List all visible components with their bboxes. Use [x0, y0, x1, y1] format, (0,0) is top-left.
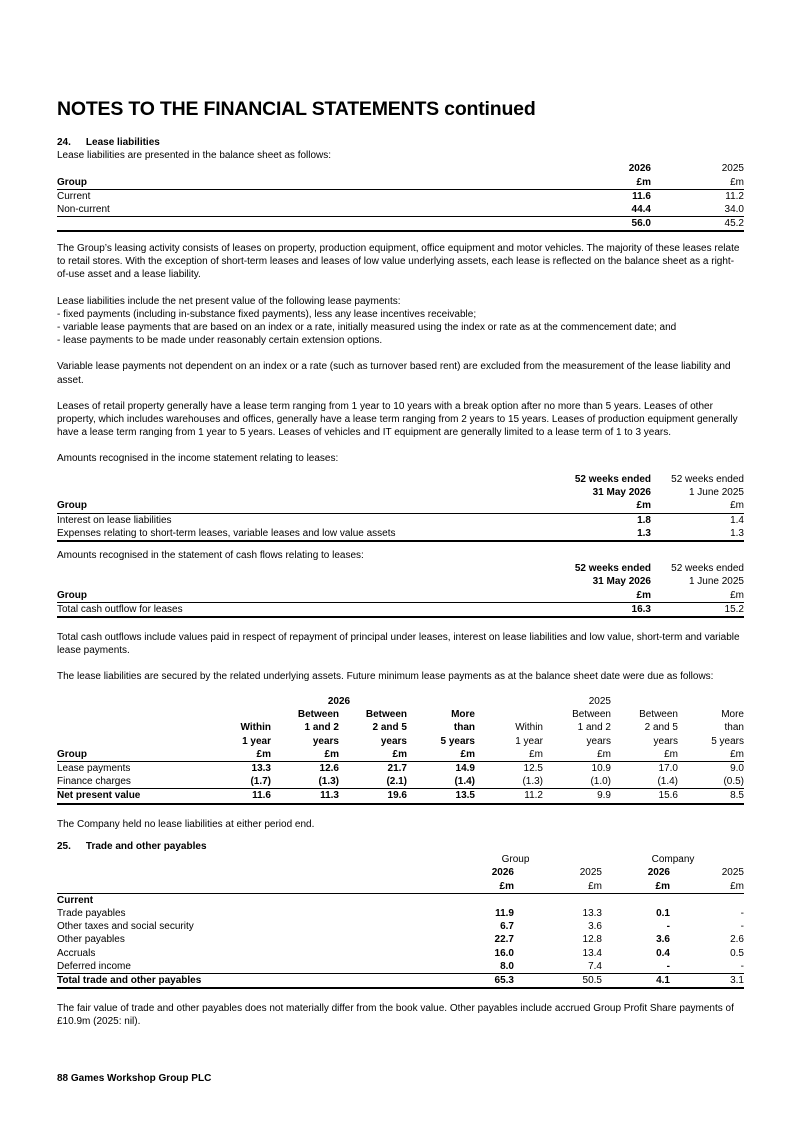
paragraph: Amounts recognised in the statement of cash flows relating to leases: — [57, 550, 364, 562]
paragraph: Variable lease payments not dependent on an index or a rate (such as turnover based rent) are excluded from the measurement of the lease liability and asset. — [57, 361, 731, 386]
table-row: Other payables 22.7 12.8 3.6 2.6 — [57, 934, 744, 946]
income-statement-section — [57, 473, 744, 684]
group-label: Group — [57, 176, 571, 190]
payables-table: Group Company 2026 2025 2026 2025 £m £m £m £m Current Trade payables 11.9 13.3 0.1 - Other taxes and social security 6.7 3.6 - - Other payables 22.7 12.8 3.6 2.6 Accruals 16.0 13.4 0.4 0.5 Deferred income 8.0 7.4 - - Total trade and other payables 65.3 50.5 4.1 3.1 — [57, 853, 744, 989]
table-row: Deferred income 8.0 7.4 - - — [57, 960, 744, 972]
paragraph: - fixed payments (including in-substance fixed payments), less any lease incentives receivable; — [57, 308, 477, 320]
maturity-section — [57, 695, 744, 831]
note-25-section — [57, 840, 744, 1029]
total-row: Net present value 11.6 11.3 19.6 13.5 11.2 9.9 15.6 8.5 — [57, 789, 744, 804]
table-row: Current 11.6 11.2 — [57, 190, 744, 202]
group-head: Group — [501, 854, 530, 866]
paragraph: Lease liabilities include the net present value of the following lease payments: — [57, 295, 401, 307]
paragraph: Amounts recognised in the income statement relating to leases: — [57, 453, 339, 465]
paragraph: Leases of retail property generally have a lease term ranging from 1 year to 10 years with a break option after no more than 5 years. Leases of other property, which includes warehouses and offices, generally have a lease term ranging from 2 years to 15 years. Leases of production equipment generally have a lease term ranging from 1 year to 5 years. Leases of vehicles and IT equipment are generally limited to a lease term of 1 to 3 years. — [57, 400, 738, 439]
unit: £m — [651, 176, 744, 190]
table-row: Lease payments 13.3 12.6 21.7 14.9 12.5 10.9 17.0 9.0 — [57, 763, 744, 775]
year-2026: 2026 — [628, 163, 651, 175]
table-row: Interest on lease liabilities 1.8 1.4 — [57, 514, 744, 526]
page-footer: 88 Games Workshop Group PLC — [57, 1073, 212, 1084]
note-title: Trade and other payables — [85, 841, 207, 852]
year-2025: 2025 — [721, 163, 744, 175]
note-title: Lease liabilities — [85, 137, 160, 148]
paragraph: Total cash outflows include values paid in respect of repayment of principal under leases, interest on lease liabilities and low value, short-term and variable lease payments. — [57, 632, 740, 657]
unit: £m — [571, 176, 651, 190]
year-2026: 2026 — [327, 696, 351, 707]
total-row: 56.0 45.2 — [57, 217, 744, 232]
note-number: 24. — [57, 137, 71, 148]
paragraph: The fair value of trade and other payables does not materially differ from the book value. Other payables include accrued Group Profit Share payments of £10.9m (2025: nil). — [57, 1003, 734, 1028]
lease-narrative — [57, 242, 744, 466]
paragraph: - variable lease payments that are based on an index or a rate, initially measured using the index or rate as at the commencement date; and — [57, 322, 677, 334]
company-head: Company — [651, 854, 695, 866]
table-row: Finance charges (1.7) (1.3) (2.1) (1.4) (1.3) (1.0) (1.4) (0.5) — [57, 776, 744, 788]
note-24-section — [57, 136, 744, 232]
table-row: Expenses relating to short-term leases, variable leases and low value assets 1.3 1.3 — [57, 527, 744, 541]
maturity-table: 2026 2025 Between Between More Between Between More Within 1 and 2 2 and 5 than Within 1 and 2 2 and 5 than 1 year years years 5 years 1 year years years 5 years Group £m £m £m £m £m £m £m £m Lease payments 13.3 12.6 21.7 14.9 12.5 10.9 17.0 9.0 Finance charges (1.7) (1.3) (2.1) (1.4) (1.3) (1.0) (1.4) (0.5) Net present value 11.6 11.3 19.6 13.5 11.2 9.9 15.6 8.5 — [57, 695, 744, 805]
paragraph: - lease payments to be made under reasonably certain extension options. — [57, 335, 383, 347]
table-row: Non-current 44.4 34.0 — [57, 204, 744, 216]
page-title: NOTES TO THE FINANCIAL STATEMENTS continued — [57, 98, 536, 120]
table-row: Total cash outflow for leases 16.3 15.2 — [57, 602, 744, 617]
total-row: Total trade and other payables 65.3 50.5 4.1 3.1 — [57, 974, 744, 989]
year-2025: 2025 — [588, 696, 611, 707]
lease-liabilities-table — [57, 162, 744, 232]
table-row: Accruals 16.0 13.4 0.4 0.5 — [57, 947, 744, 959]
section-label: Current — [57, 894, 94, 906]
note-24-heading — [57, 136, 744, 149]
cash-flow-table: 52 weeks ended 52 weeks ended 31 May 2026 1 June 2025 Group £m £m Total cash outflow for leases 16.3 15.2 — [57, 562, 744, 618]
income-statement-table: 52 weeks ended 52 weeks ended 31 May 2026 1 June 2025 Group £m £m Interest on lease liabilities 1.8 1.4 Expenses relating to short-term leases, variable leases and low value assets 1.3 1.3 — [57, 473, 744, 542]
note-number: 25. — [57, 841, 71, 852]
paragraph: The Company held no lease liabilities at either period end. — [57, 818, 315, 830]
paragraph: The Group’s leasing activity consists of leases on property, production equipment, office equipment and motor vehicles. The majority of these leases relate to retail stores. With the exception of short-term leases and leases of low value underlying assets, each lease is reflected on the balance sheet as a right-of-use asset and a lease liability. — [57, 243, 740, 281]
note-25-heading — [57, 840, 744, 853]
paragraph: The lease liabilities are secured by the related underlying assets. Future minimum lease payments as at the balance sheet date were due as follows: — [57, 671, 714, 683]
table-row: Other taxes and social security 6.7 3.6 - - — [57, 921, 744, 933]
table-row: Trade payables 11.9 13.3 0.1 - — [57, 908, 744, 920]
note-intro: Lease liabilities are presented in the balance sheet as follows: — [57, 150, 332, 162]
